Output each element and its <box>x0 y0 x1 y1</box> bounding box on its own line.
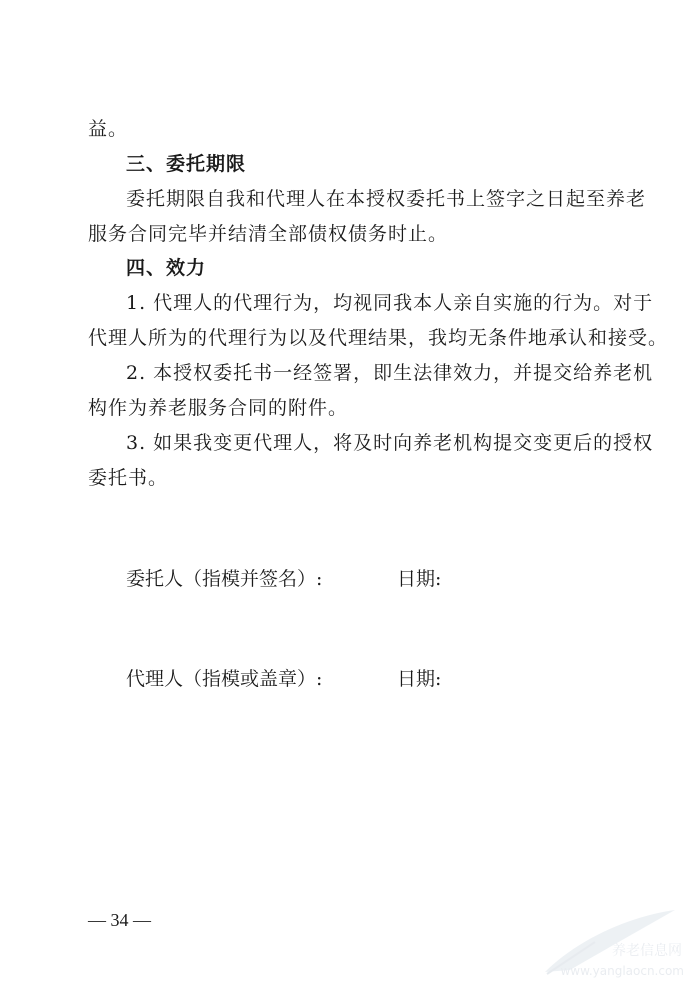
effect-item-3-line-2: 委托书。 <box>88 467 169 489</box>
page-number: — 34 — <box>88 910 151 930</box>
effect-item-2-line-2: 构作为养老服务合同的附件。 <box>88 397 349 419</box>
effect-item-1-line-1: 1. 代理人的代理行为，均视同我本人亲自实施的行为。对于 <box>126 292 654 314</box>
watermark-site-name: 养老信息网 <box>612 943 682 959</box>
effect-item-3-line-1: 3. 如果我变更代理人，将及时向养老机构提交变更后的授权 <box>126 432 654 454</box>
section-heading-term: 三、委托期限 <box>126 153 247 175</box>
principal-signature-label: 委托人（指模并签名）: <box>126 568 323 590</box>
effect-item-1-line-2: 代理人所为的代理行为以及代理结果，我均无条件地承认和接受。 <box>88 327 669 349</box>
principal-date-label: 日期: <box>397 568 442 590</box>
agent-date-label: 日期: <box>397 668 442 690</box>
site-watermark <box>515 902 690 982</box>
section-term-line-2: 服务合同完毕并结清全部债权债务时止。 <box>88 223 449 245</box>
section-term-line-1: 委托期限自我和代理人在本授权委托书上签字之日起至养老 <box>126 188 647 210</box>
agent-signature-label: 代理人（指模或盖章）: <box>126 668 323 690</box>
section-heading-effect: 四、效力 <box>126 257 207 279</box>
paragraph-continuation: 益。 <box>88 118 129 140</box>
effect-item-2-line-1: 2. 本授权委托书一经签署，即生法律效力，并提交给养老机 <box>126 362 654 384</box>
watermark-url: www.yanglaocn.com <box>560 964 684 978</box>
